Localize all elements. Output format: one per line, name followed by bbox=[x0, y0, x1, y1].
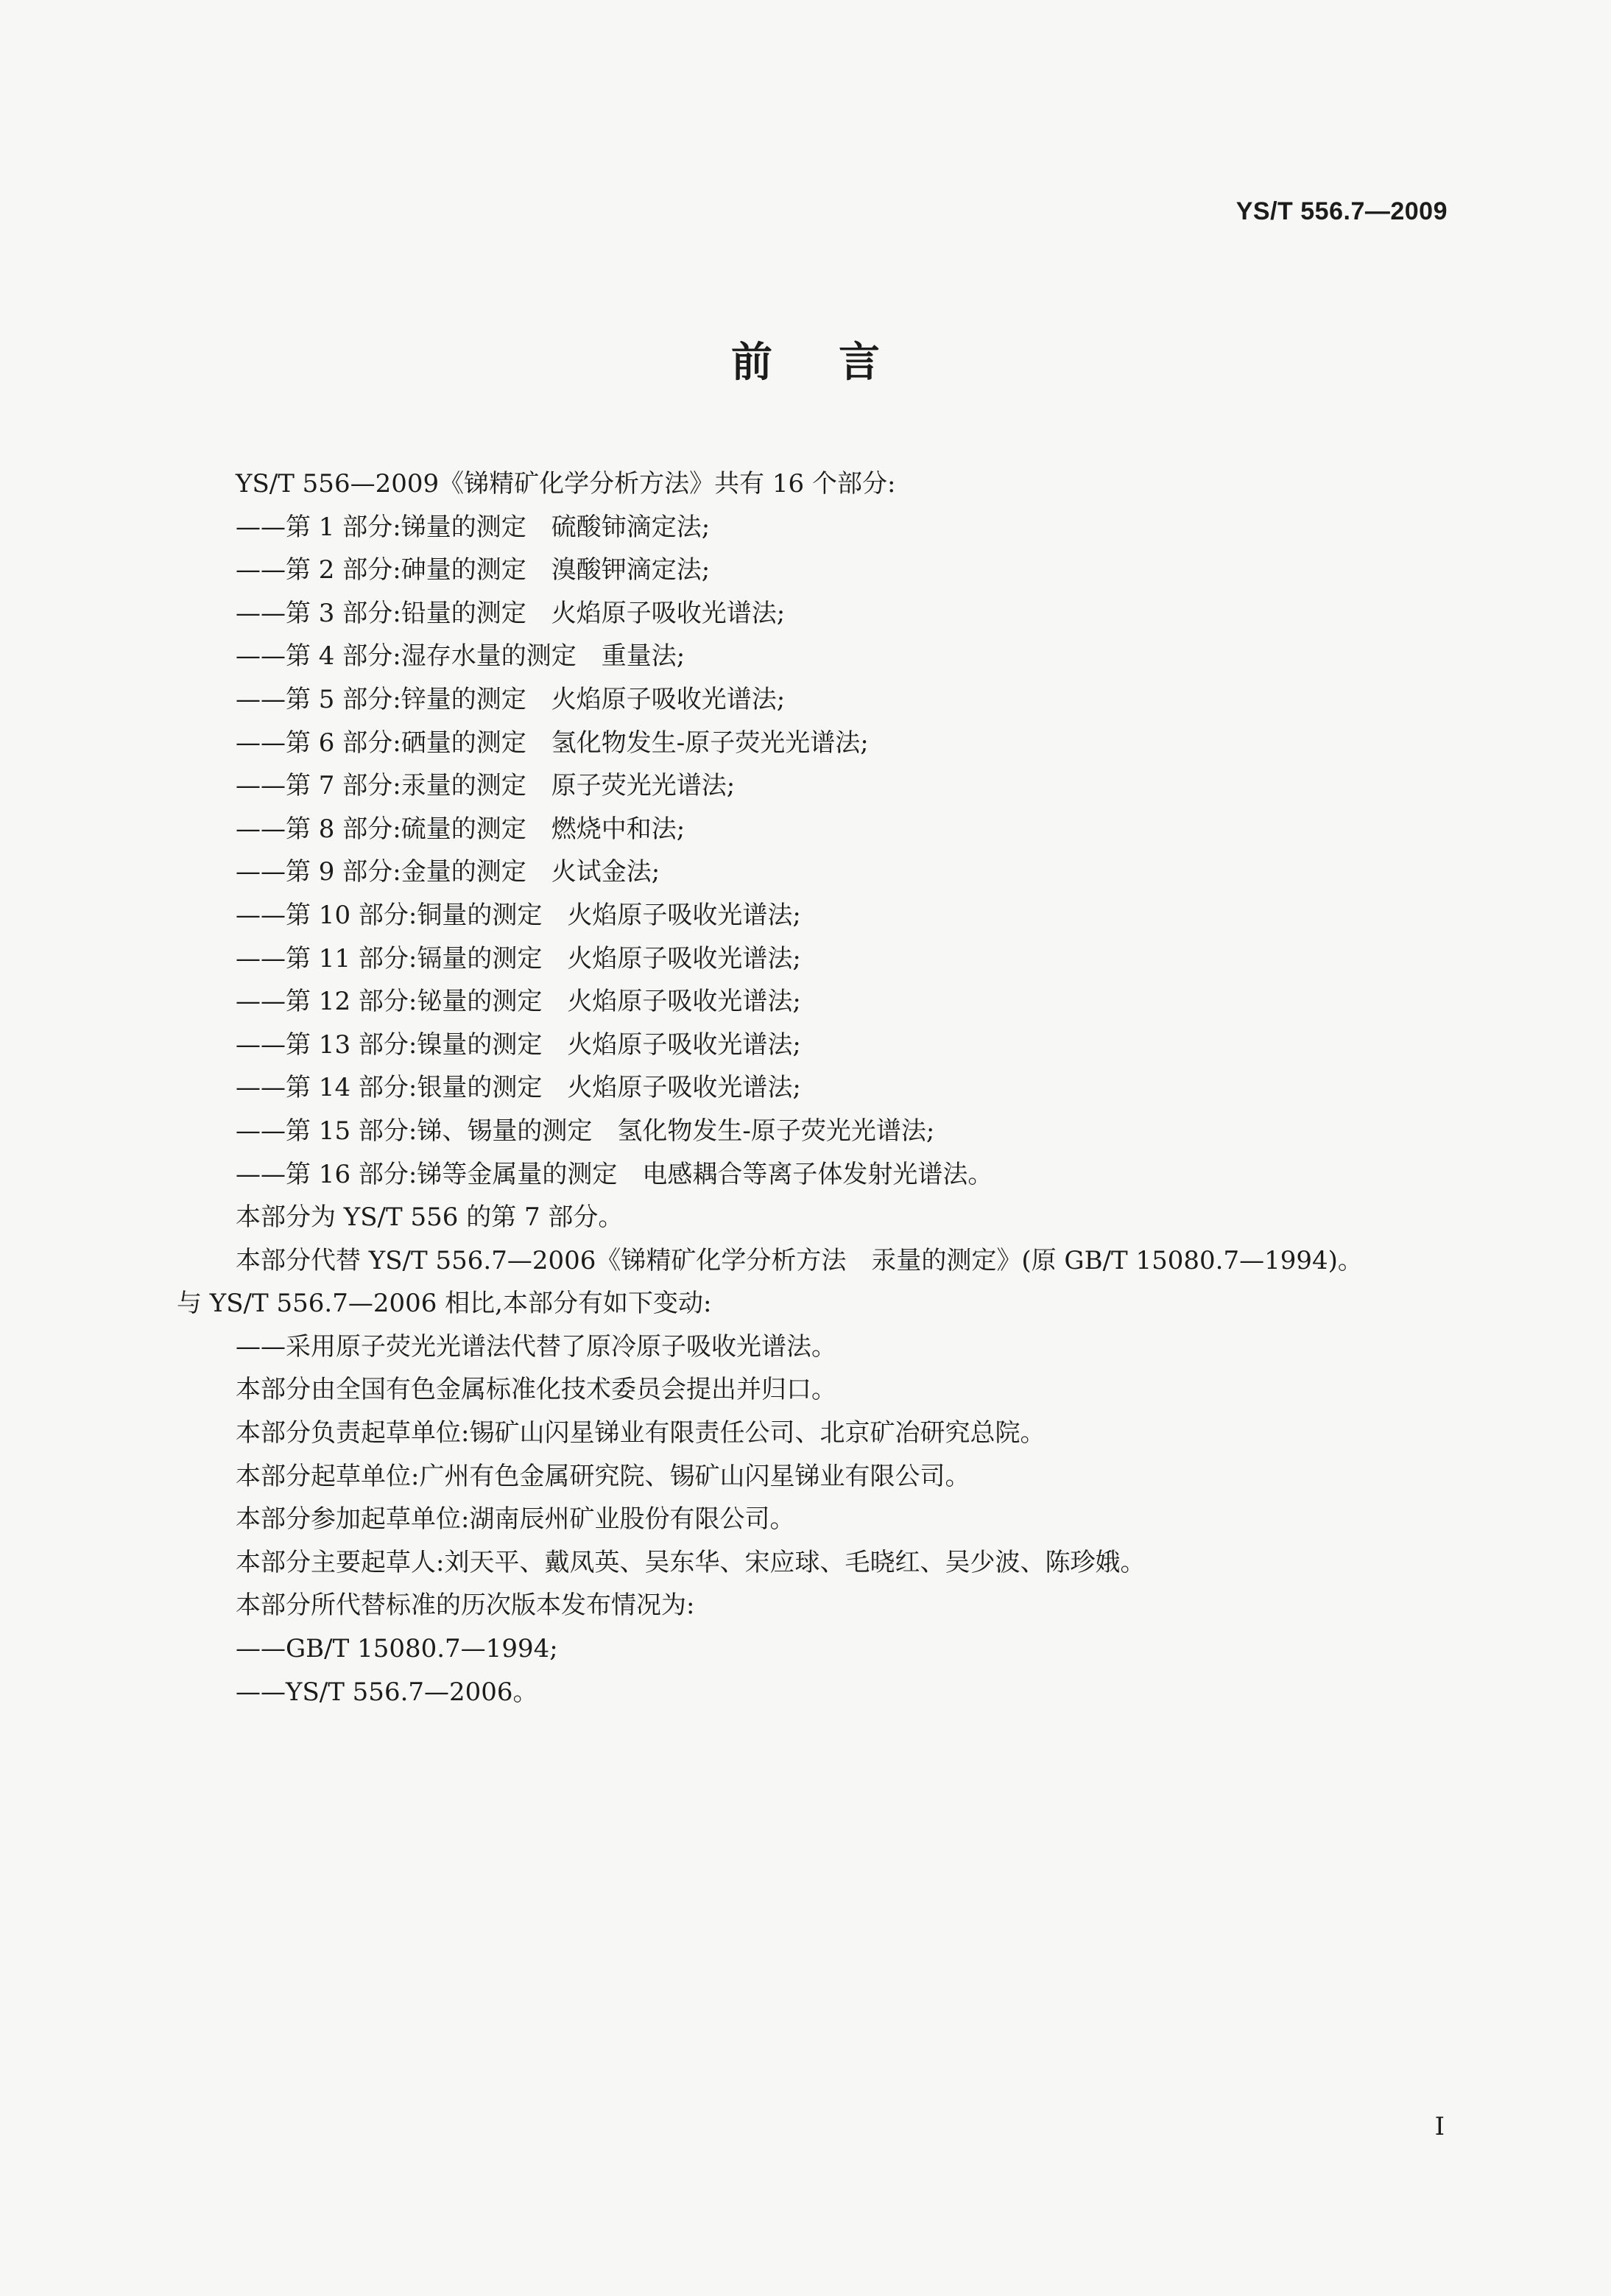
text-line: ——第 3 部分:铅量的测定 火焰原子吸收光谱法; bbox=[236, 598, 786, 628]
text-line: ——第 4 部分:湿存水量的测定 重量法; bbox=[236, 641, 685, 672]
text-line: ——第 6 部分:硒量的测定 氢化物发生-原子荧光光谱法; bbox=[236, 728, 869, 758]
text-line: ——YS/T 556.7—2006。 bbox=[236, 1677, 538, 1707]
text-line: 本部分起草单位:广州有色金属研究院、锡矿山闪星锑业有限公司。 bbox=[236, 1461, 970, 1491]
text-line: 本部分为 YS/T 556 的第 7 部分。 bbox=[236, 1202, 624, 1233]
text-line: ——第 15 部分:锑、锡量的测定 氢化物发生-原子荧光光谱法; bbox=[236, 1116, 935, 1146]
text-line: 本部分代替 YS/T 556.7—2006《锑精矿化学分析方法 汞量的测定》(原 GB/T 15080.7—1994)。 bbox=[236, 1245, 1363, 1275]
text-line: 本部分主要起草人:刘天平、戴凤英、吴东华、宋应球、毛晓红、吴少波、陈珍娥。 bbox=[236, 1547, 1146, 1577]
text-line: ——第 2 部分:砷量的测定 溴酸钾滴定法; bbox=[236, 555, 711, 585]
text-line: ——第 5 部分:锌量的测定 火焰原子吸收光谱法; bbox=[236, 684, 786, 714]
text-line: ——第 16 部分:锑等金属量的测定 电感耦合等离子体发射光谱法。 bbox=[236, 1159, 993, 1189]
text-line: ——第 13 部分:镍量的测定 火焰原子吸收光谱法; bbox=[236, 1029, 801, 1060]
document-code: YS/T 556.7—2009 bbox=[1235, 197, 1448, 225]
text-line: ——采用原子荧光光谱法代替了原冷原子吸收光谱法。 bbox=[236, 1331, 836, 1362]
page-title: 前言 bbox=[731, 338, 946, 387]
text-line: ——第 7 部分:汞量的测定 原子荧光光谱法; bbox=[236, 771, 736, 801]
text-line: 本部分所代替标准的历次版本发布情况为: bbox=[236, 1591, 695, 1621]
text-line: 本部分参加起草单位:湖南辰州矿业股份有限公司。 bbox=[236, 1504, 795, 1535]
text-line: ——第 11 部分:镉量的测定 火焰原子吸收光谱法; bbox=[236, 943, 801, 973]
text-line: ——第 12 部分:铋量的测定 火焰原子吸收光谱法; bbox=[236, 987, 801, 1017]
text-line: YS/T 556—2009《锑精矿化学分析方法》共有 16 个部分: bbox=[236, 469, 896, 499]
text-line: ——第 8 部分:硫量的测定 燃烧中和法; bbox=[236, 814, 685, 844]
text-line: ——第 9 部分:金量的测定 火试金法; bbox=[236, 857, 660, 887]
foreword-body bbox=[177, 462, 1443, 1714]
text-line: 与 YS/T 556.7—2006 相比,本部分有如下变动: bbox=[177, 1289, 712, 1319]
text-line: ——第 1 部分:锑量的测定 硫酸铈滴定法; bbox=[236, 512, 711, 542]
page-number: I bbox=[1434, 2112, 1445, 2141]
text-line: ——第 10 部分:铜量的测定 火焰原子吸收光谱法; bbox=[236, 900, 801, 930]
text-line: ——GB/T 15080.7—1994; bbox=[236, 1634, 558, 1664]
text-line: 本部分负责起草单位:锡矿山闪星锑业有限责任公司、北京矿冶研究总院。 bbox=[236, 1418, 1046, 1448]
text-line: 本部分由全国有色金属标准化技术委员会提出并归口。 bbox=[236, 1375, 836, 1405]
text-line: ——第 14 部分:银量的测定 火焰原子吸收光谱法; bbox=[236, 1073, 801, 1103]
